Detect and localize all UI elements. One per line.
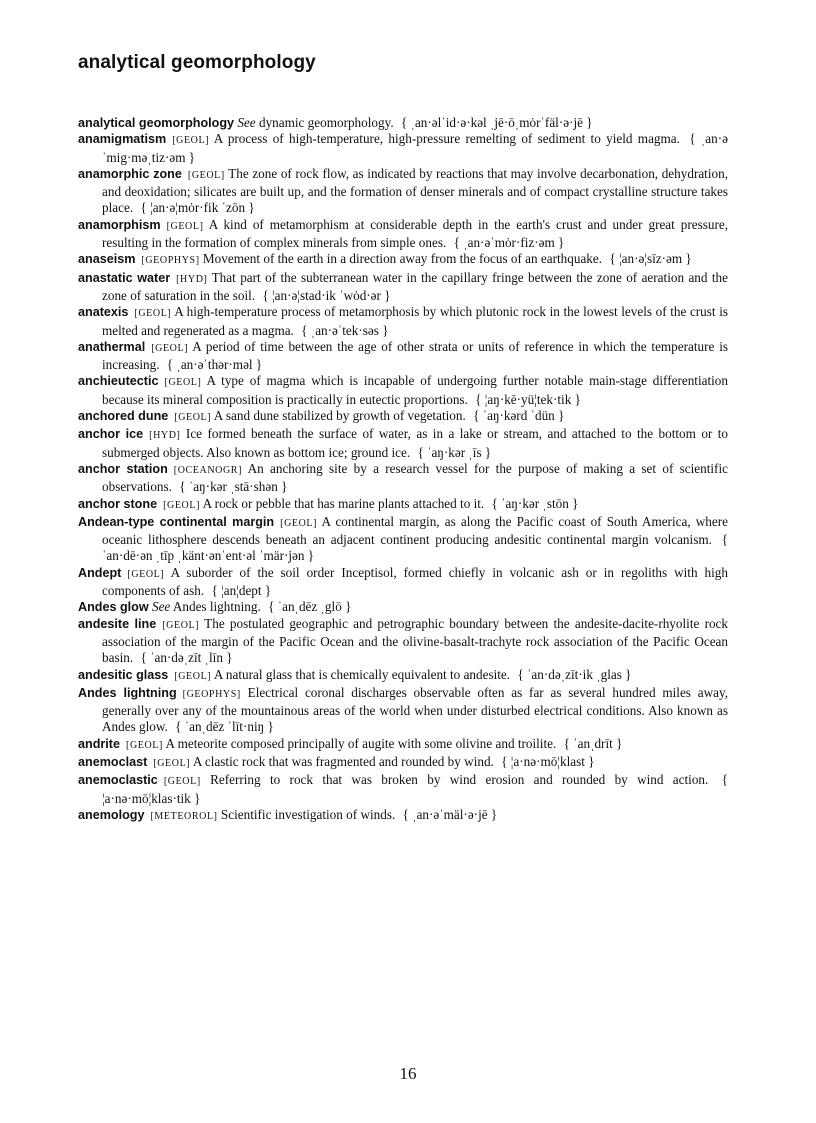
dictionary-entry [78,166,728,217]
page-number: 16 [399,1064,417,1083]
entry-pronunciation: { ¦an·ə¦mȯr·fik ˈzōn } [140,200,254,215]
entry-definition: A suborder of the soil order Inceptisol, formed chiefly in volcanic ash or in regoliths with high components of ash. [102,564,728,599]
entry-field-label: [ GEOL ] [153,758,190,769]
dictionary-entry [78,339,728,374]
dictionary-entries [78,115,728,825]
dictionary-entry [78,599,728,615]
entry-field-label: [ GEOPHYS ] [141,255,199,266]
entry-definition: A process of high-temperature, high-pressure remelting of sediment to yield magma. [213,131,680,147]
entry-pronunciation: { ¦an·ə¦sīz·əm } [609,251,691,266]
dictionary-entry [78,304,728,339]
dictionary-entry [78,373,728,408]
entry-definition: A high-temperature process of metamorphosis by which plutonic rock in the lowest levels of the crust is melted and regenerated as a magma. [102,304,728,338]
entry-term: anchored dune [78,409,169,424]
entry-term: anastatic water [78,270,171,285]
entry-definition: The postulated geographic and petrographic boundary between the andesite-dacite-rhyolite rock association of the margin of the Pacific Ocean and the olivine-basalt-trachyte rock association of the Pacific Ocean basin. [102,615,729,666]
entry-term: anamorphic zone [78,166,182,181]
entry-definition: A continental margin, as along the Pacific coast of South America, where oceanic lithosphere descends beneath an adjacent continent producing andesitic continental margin volcanism. [102,513,728,548]
dictionary-entry [78,514,728,565]
entry-definition: Scientific investigation of winds. [220,806,396,822]
entry-field-label: [ GEOL ] [162,620,199,631]
entry-pronunciation: { ˈanˌdrīt } [564,736,623,751]
dictionary-entry [78,807,728,825]
entry-definition: The zone of rock flow, as indicated by reactions that may involve decarbonation, dehydration, and deoxidation; silicates are built up, and the formation of denser minerals and of compact crystalline structure takes place. [102,165,728,216]
entry-definition: A clastic rock that was fragmented and rounded by wind. [192,753,494,769]
entry-term: analytical geomorphology [78,116,235,130]
dictionary-entry [78,772,728,807]
entry-definition: A meteorite composed principally of augite with some olivine and troilite. [165,735,557,751]
dictionary-entry [78,131,728,166]
entry-term: anamigmatism [78,132,167,147]
entry-term: Andes glow [78,600,149,615]
entry-pronunciation: { ˌan·əˈthər·məl } [167,357,262,372]
entry-pronunciation: { ¦an·ə¦stad·ik ˈwȯd·ər } [262,288,390,303]
entry-term: anchor ice [78,427,144,442]
entry-field-label: [ METEOROL ] [150,811,217,822]
entry-pronunciation: { ˈaŋ·kərd ˈdün } [473,408,564,423]
entry-definition: Ice formed beneath the surface of water, as in a lake or stream, and attached to the bottom or to submerged objects. Also known as bottom ice; ground ice. [102,426,728,460]
entry-field-label: [ GEOL ] [167,221,204,232]
entry-definition: A natural glass that is chemically equivalent to andesite. [213,666,511,682]
entry-field-label: [ GEOL ] [280,518,317,529]
dictionary-entry [78,408,728,426]
entry-definition: A period of time between the age of other strata or units of reference in which the temperature is increasing. [102,338,728,373]
entry-definition: A kind of metamorphism at considerable depth in the earth's crust and under great pressure, resulting in the formation of complex minerals from simple ones. [102,216,728,251]
entry-pronunciation: { ˌan·əˈmȯr·fiz·əm } [454,235,565,250]
entry-pronunciation: { ˈanˌdēz ˈlīt·niŋ } [175,719,274,734]
entry-term: anemoclast [78,754,148,769]
entry-term: anemoclastic [78,773,158,788]
entry-pronunciation: { ˈanˌdēz ˌglō } [268,599,351,614]
dictionary-entry [78,616,728,667]
entry-field-label: [ GEOL ] [164,776,201,787]
dictionary-entry [78,426,728,461]
entry-term: Andes lightning [78,685,177,700]
entry-see-reference: See [151,599,171,615]
entry-term: anemology [78,807,145,822]
dictionary-entry [78,115,728,131]
dictionary-entry [78,270,728,305]
dictionary-entry [78,461,728,496]
entry-pronunciation: { ¦an¦dept } [211,583,271,598]
entry-term: andesite line [78,616,157,631]
dictionary-entry [78,736,728,754]
entry-field-label: [ GEOL ] [151,343,188,354]
entry-term: anathermal [78,339,146,354]
entry-field-label: [ GEOL ] [163,500,200,511]
dictionary-entry [78,754,728,772]
entry-pronunciation: { ˈan·dəˌzīt ˌlīn } [140,650,232,665]
entry-definition: An anchoring site by a research vessel for the purpose of making a set of scientific observations. [102,460,728,495]
entry-pronunciation: { ¦aŋ·kē·yü¦tek·tik } [475,392,581,407]
entry-field-label: [ GEOL ] [127,569,164,580]
entry-field-label: [ HYD ] [149,430,180,441]
dictionary-entry [78,667,728,685]
entry-field-label: [ GEOL ] [188,170,225,181]
entry-definition: A rock or pebble that has marine plants attached to it. [202,495,485,511]
entry-term: andrite [78,736,120,751]
entry-field-label: [ HYD ] [176,274,207,285]
entry-term: anchor station [78,461,168,476]
entry-pronunciation: { ¦a·nə·mō¦klast } [501,754,594,769]
entry-pronunciation: { ˌan·əlˈid·ə·kəl ˌjē·ōˌmȯrˈfäl·ə·jē } [401,115,593,130]
dictionary-entry [78,565,728,600]
entry-definition: A type of magma which is incapable of undergoing further notable main-stage differentiation because its mineral composition is practically in eutectic proportions. [102,373,728,407]
entry-term: Andept [78,565,122,580]
entry-term: Andean-type continental margin [78,514,275,529]
entry-term: anamorphism [78,217,161,232]
entry-term: anatexis [78,305,129,320]
entry-definition: Referring to rock that was broken by wind erosion and rounded by wind action. [210,772,709,788]
dictionary-entry [78,685,728,736]
entry-field-label: [ GEOL ] [174,412,211,423]
dictionary-entry [78,217,728,252]
entry-pronunciation: { ˈaŋ·kər ˌstā·shən } [179,479,287,494]
entry-pronunciation: { ˈaŋ·kər ˌīs } [417,445,491,460]
entry-pronunciation: { ˌan·əˈmäl·ə·jē } [403,807,498,822]
entry-field-label: [ GEOL ] [165,377,202,388]
entry-field-label: [ OCEANOGR ] [174,465,242,476]
entry-field-label: [ GEOL ] [174,671,211,682]
entry-see-reference: See [237,115,256,130]
dictionary-entry [78,496,728,514]
entry-field-label: [ GEOPHYS ] [183,689,241,700]
entry-definition: Movement of the earth in a direction away from the focus of an earthquake. [202,251,603,267]
entry-definition: Andes lightning. [172,599,261,615]
entry-definition: Electrical coronal discharges observable often as far as several hundred miles away, generally over any of the mountainous areas of the world when under disturbed electrical conditions. Also known as Andes glow. [102,684,728,735]
entry-pronunciation: { ˈaŋ·kər ˌstōn } [492,496,579,511]
dictionary-entry [78,251,728,269]
entry-definition: dynamic geomorphology. [258,115,394,130]
entry-definition: That part of the subterranean water in the capillary fringe between the zone of aeration and the zone of saturation in the soil. [102,269,729,303]
entry-definition: A sand dune stabilized by growth of vegetation. [213,408,466,424]
entry-term: andesitic glass [78,667,169,682]
entry-pronunciation: { ˈan·dəˌzīt·ik ˌglas } [517,667,631,682]
entry-field-label: [ GEOL ] [134,308,171,319]
entry-term: anaseism [78,252,136,267]
entry-field-label: [ GEOL ] [126,740,163,751]
entry-pronunciation: { ˌan·əˈmig·məˌtiz·əm } [102,131,728,164]
entry-pronunciation: { ¦a·nə·mō¦klas·tik } [102,772,728,805]
entry-term: anchor stone [78,496,158,511]
entry-pronunciation: { ˌan·əˈtek·səs } [301,323,388,338]
entry-term: anchieutectic [78,374,159,389]
page-header: analytical geomorphology [78,52,316,73]
entry-pronunciation: { ˈan·dē·ən ˌtīp ˌkänt·ənˈent·əl ˈmär·jən } [102,532,728,563]
entry-field-label: [ GEOL ] [172,135,209,146]
